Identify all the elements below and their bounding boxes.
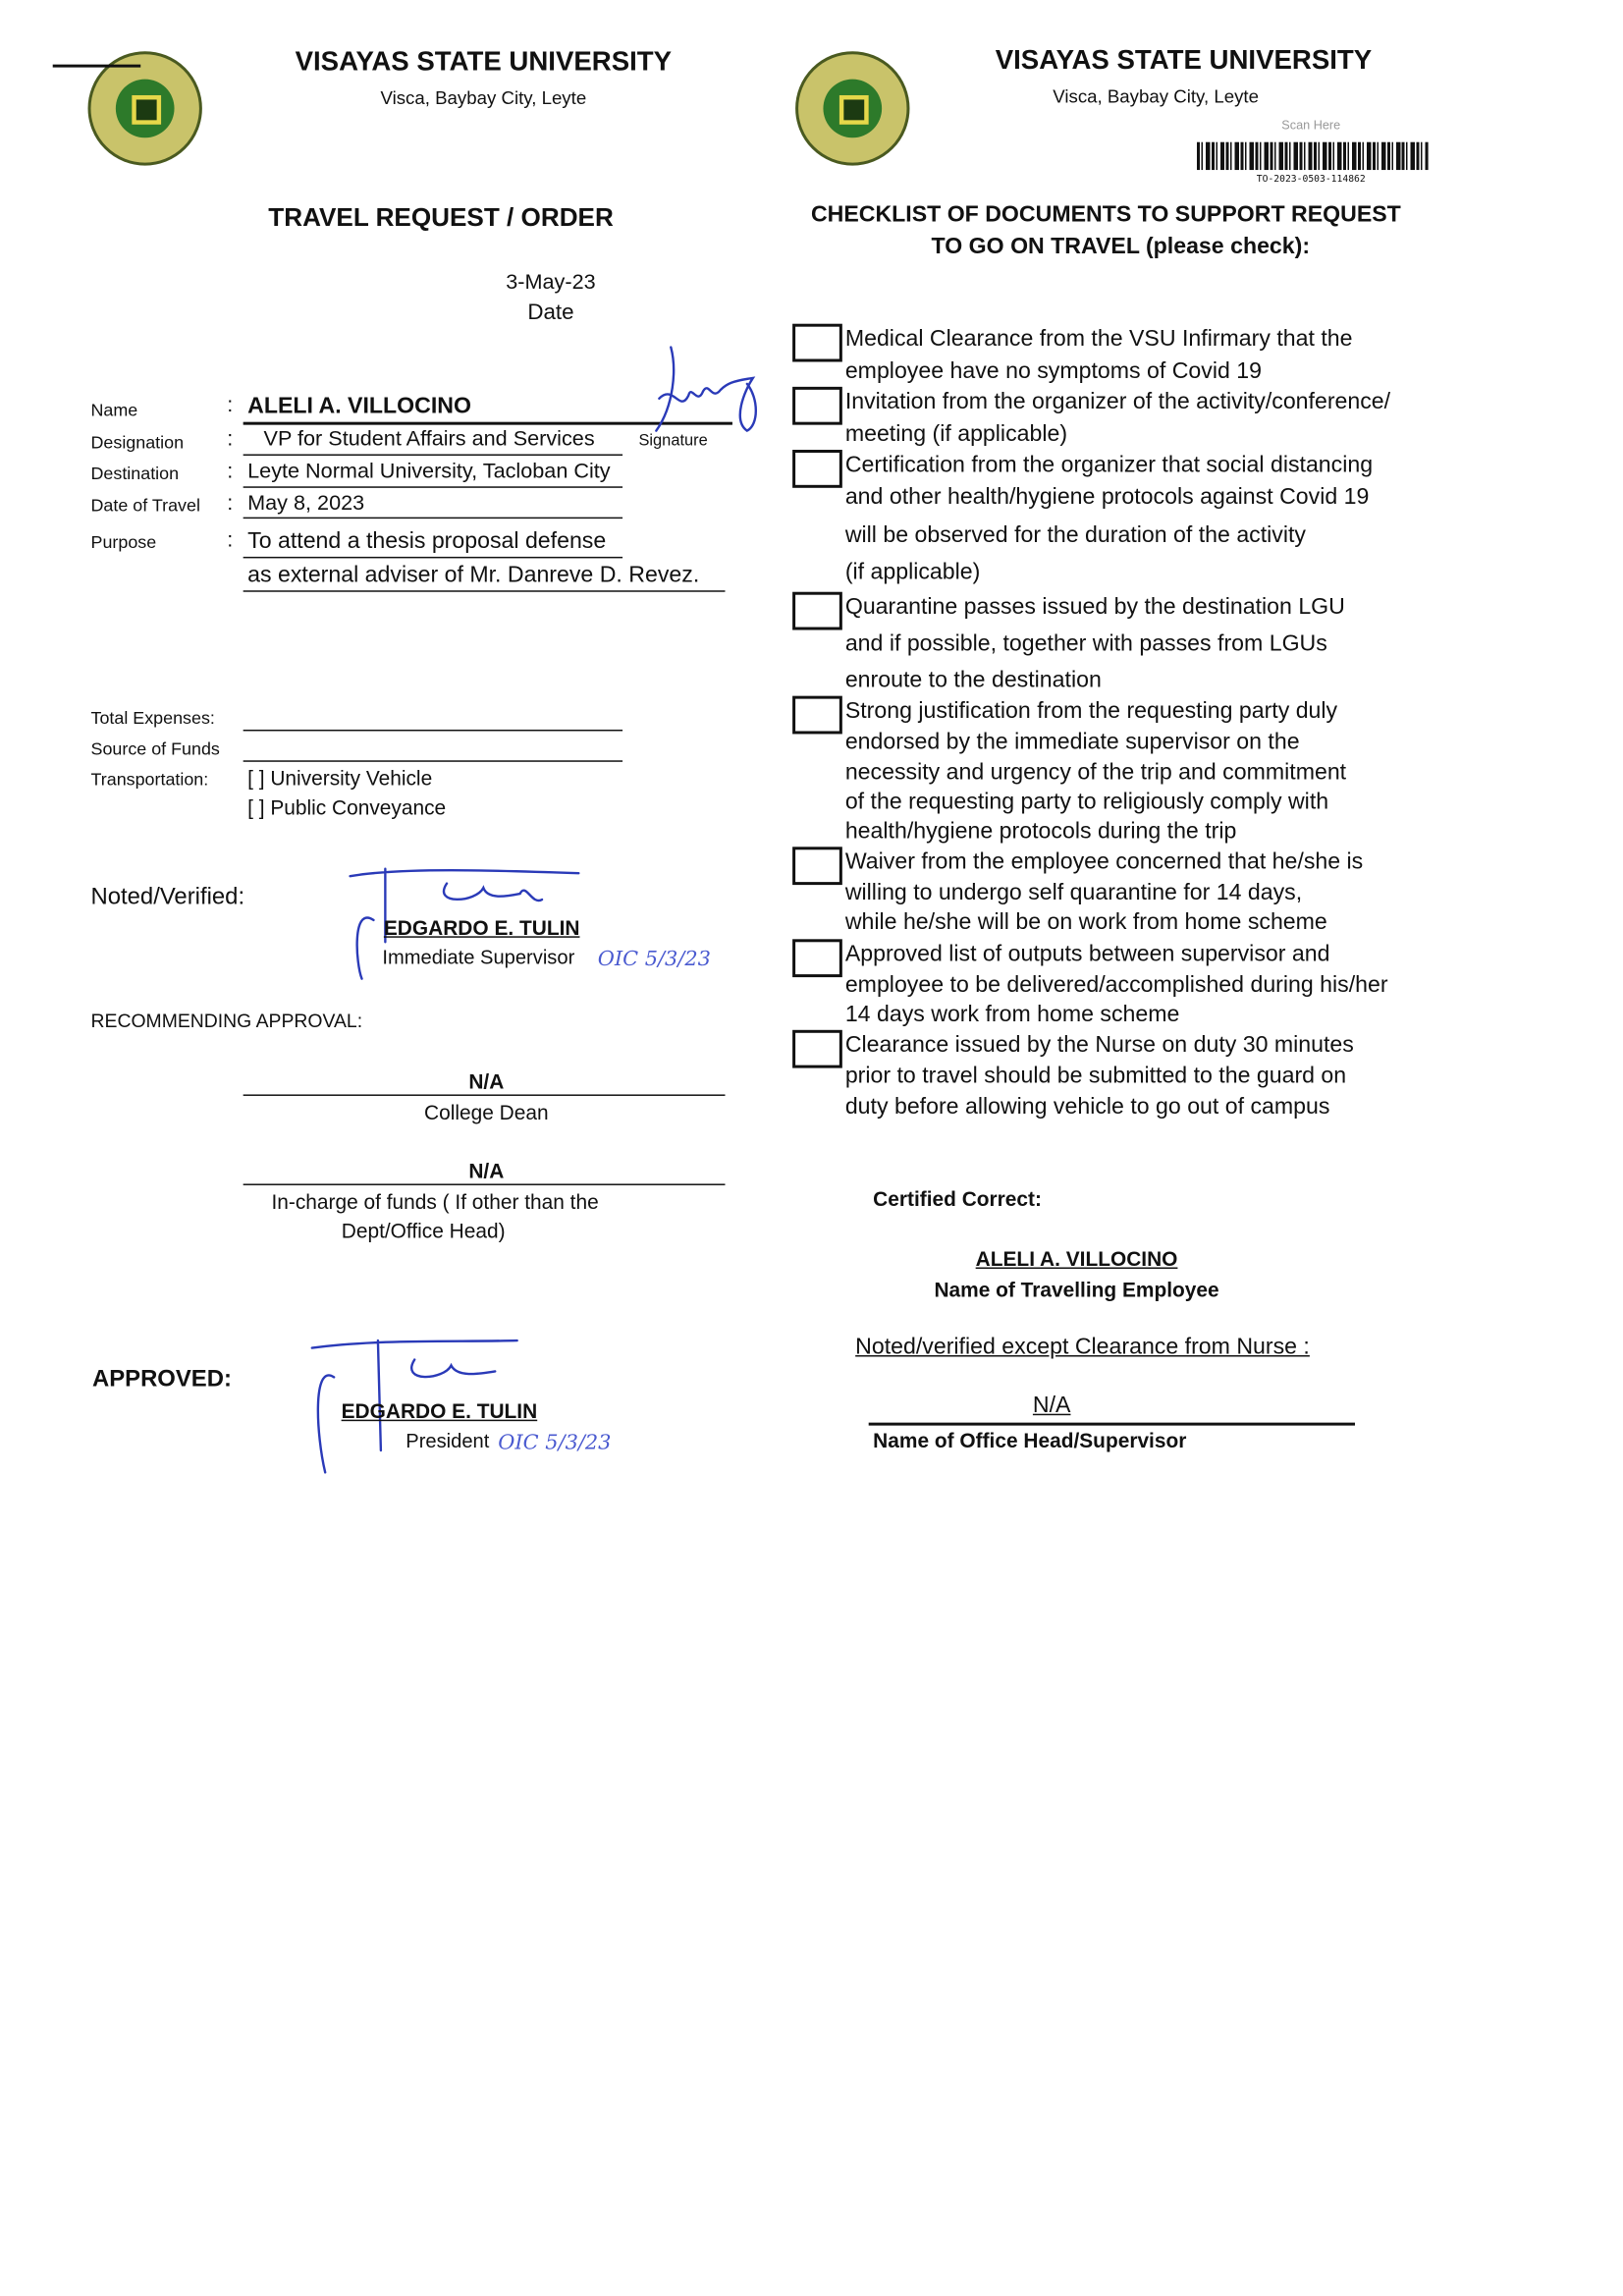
- funds-incharge-value: N/A: [468, 1159, 505, 1182]
- office-head-label: Name of Office Head/Supervisor: [873, 1428, 1187, 1452]
- checklist-item-text: of the requesting party to religiously comply with: [844, 790, 1329, 815]
- checklist-item-text: Strong justification from the requesting party duly: [844, 698, 1338, 724]
- checklist-item-text: Clearance issued by the Nurse on duty 30 minutes: [844, 1032, 1354, 1059]
- colon: :: [227, 427, 234, 452]
- source-of-funds-label: Source of Funds: [90, 738, 220, 759]
- barcode-number: TO-2023-0503-114862: [1256, 173, 1366, 185]
- colon: :: [227, 492, 234, 517]
- certified-correct-label: Certified Correct:: [873, 1186, 1042, 1211]
- checklist-item-text: Certification from the organizer that social distancing: [844, 452, 1374, 478]
- applicant-signature: [644, 340, 761, 442]
- travelling-employee-name: ALELI A. VILLOCINO: [975, 1246, 1178, 1271]
- checklist-item-text: 14 days work from home scheme: [844, 1002, 1180, 1027]
- office-head-value: N/A: [1032, 1393, 1071, 1419]
- supervisor-oic-note: OIC 5/3/23: [597, 948, 711, 972]
- colon: :: [227, 460, 234, 484]
- university-seal-logo: [795, 51, 909, 165]
- checkbox[interactable]: [792, 450, 842, 488]
- checklist-title-1: CHECKLIST OF DOCUMENTS TO SUPPORT REQUEST: [810, 201, 1401, 228]
- name-label: Name: [90, 400, 138, 421]
- name-value: ALELI A. VILLOCINO: [247, 394, 471, 419]
- barcode[interactable]: [1197, 142, 1429, 170]
- checkbox[interactable]: [792, 592, 842, 630]
- checklist-item-text: necessity and urgency of the trip and commitment: [844, 760, 1347, 786]
- checklist-item-text: duty before allowing vehicle to go out of campus: [844, 1094, 1330, 1120]
- destination-label: Destination: [90, 463, 180, 484]
- president-title: President: [406, 1430, 490, 1452]
- approved-label: APPROVED:: [91, 1366, 232, 1393]
- president-name: EDGARDO E. TULIN: [341, 1398, 538, 1423]
- date-value: 3-May-23: [506, 271, 596, 295]
- transport-public-conveyance[interactable]: [ ] Public Conveyance: [247, 795, 447, 819]
- date-of-travel-value: May 8, 2023: [247, 492, 365, 517]
- university-name-right: VISAYAS STATE UNIVERSITY: [995, 43, 1373, 76]
- university-name: VISAYAS STATE UNIVERSITY: [295, 45, 673, 77]
- travelling-employee-label: Name of Travelling Employee: [934, 1277, 1219, 1301]
- noted-verified-label: Noted/Verified:: [90, 885, 245, 910]
- total-expenses-label: Total Expenses:: [90, 707, 215, 729]
- designation-value: VP for Student Affairs and Services: [263, 427, 595, 452]
- designation-label: Designation: [90, 432, 185, 453]
- purpose-line-2: as external adviser of Mr. Danreve D. Revez.: [247, 562, 700, 588]
- colon: :: [227, 528, 234, 553]
- checklist-item-text: Invitation from the organizer of the activity/conference/: [844, 389, 1391, 415]
- checklist-item-text: Waiver from the employee concerned that he/she is: [844, 849, 1364, 875]
- date-of-travel-label: Date of Travel: [90, 495, 200, 517]
- date-label: Date: [527, 300, 574, 326]
- checkbox[interactable]: [792, 324, 842, 362]
- checkbox[interactable]: [792, 1030, 842, 1068]
- university-address-right: Visca, Baybay City, Leyte: [1053, 86, 1259, 107]
- checklist-item-text: employee have no symptoms of Covid 19: [844, 358, 1263, 384]
- transport-university-vehicle[interactable]: [ ] University Vehicle: [247, 766, 433, 791]
- supervisor-name: EDGARDO E. TULIN: [383, 915, 580, 940]
- form-title: TRAVEL REQUEST / ORDER: [268, 201, 614, 232]
- destination-value: Leyte Normal University, Tacloban City: [247, 460, 611, 484]
- checklist-item-text: and if possible, together with passes from LGUs: [844, 631, 1327, 657]
- checklist-item-text: (if applicable): [844, 559, 981, 585]
- transportation-label: Transportation:: [90, 769, 209, 791]
- checklist-item-text: employee to be delivered/accomplished during his/her: [844, 972, 1388, 998]
- recommending-approval-label: RECOMMENDING APPROVAL:: [90, 1009, 363, 1032]
- checklist-item-text: Approved list of outputs between supervisor and: [844, 942, 1330, 967]
- checklist-item-text: health/hygiene protocols during the trip: [844, 818, 1237, 845]
- college-dean-value: N/A: [468, 1069, 505, 1093]
- funds-incharge-label-2: Dept/Office Head): [341, 1219, 506, 1243]
- checklist-item-text: Quarantine passes issued by the destination LGU: [844, 594, 1345, 621]
- checklist-item-text: prior to travel should be submitted to the guard on: [844, 1064, 1347, 1089]
- scan-here-label: Scan Here: [1281, 117, 1341, 133]
- checkbox[interactable]: [792, 847, 842, 885]
- signature-label: Signature: [638, 432, 708, 451]
- colon: :: [227, 394, 234, 418]
- checklist-item-text: endorsed by the immediate supervisor on the: [844, 729, 1300, 755]
- checklist-item-text: Medical Clearance from the VSU Infirmary that the: [844, 326, 1353, 353]
- funds-incharge-label-1: In-charge of funds ( If other than the: [271, 1189, 599, 1214]
- checklist-item-text: willing to undergo self quarantine for 14 days,: [844, 880, 1303, 905]
- checklist-item-text: meeting (if applicable): [844, 421, 1068, 448]
- checklist-item-text: will be observed for the duration of the activity: [844, 522, 1307, 548]
- checklist-item-text: and other health/hygiene protocols against Covid 19: [844, 484, 1370, 511]
- noted-except-nurse-label: Noted/verified except Clearance from Nurse :: [855, 1335, 1310, 1360]
- university-address: Visca, Baybay City, Leyte: [380, 87, 587, 109]
- checkbox[interactable]: [792, 696, 842, 735]
- supervisor-title: Immediate Supervisor: [382, 946, 575, 969]
- purpose-label: Purpose: [90, 531, 157, 553]
- checklist-title-2: TO GO ON TRAVEL (please check):: [931, 234, 1311, 260]
- college-dean-label: College Dean: [424, 1100, 549, 1124]
- checklist-item-text: while he/she will be on work from home scheme: [844, 909, 1327, 935]
- president-oic-note: OIC 5/3/23: [498, 1431, 612, 1455]
- checkbox[interactable]: [792, 939, 842, 977]
- checklist-item-text: enroute to the destination: [844, 668, 1102, 693]
- checkbox[interactable]: [792, 387, 842, 425]
- purpose-line-1: To attend a thesis proposal defense: [247, 528, 607, 554]
- university-seal-logo: [88, 51, 202, 165]
